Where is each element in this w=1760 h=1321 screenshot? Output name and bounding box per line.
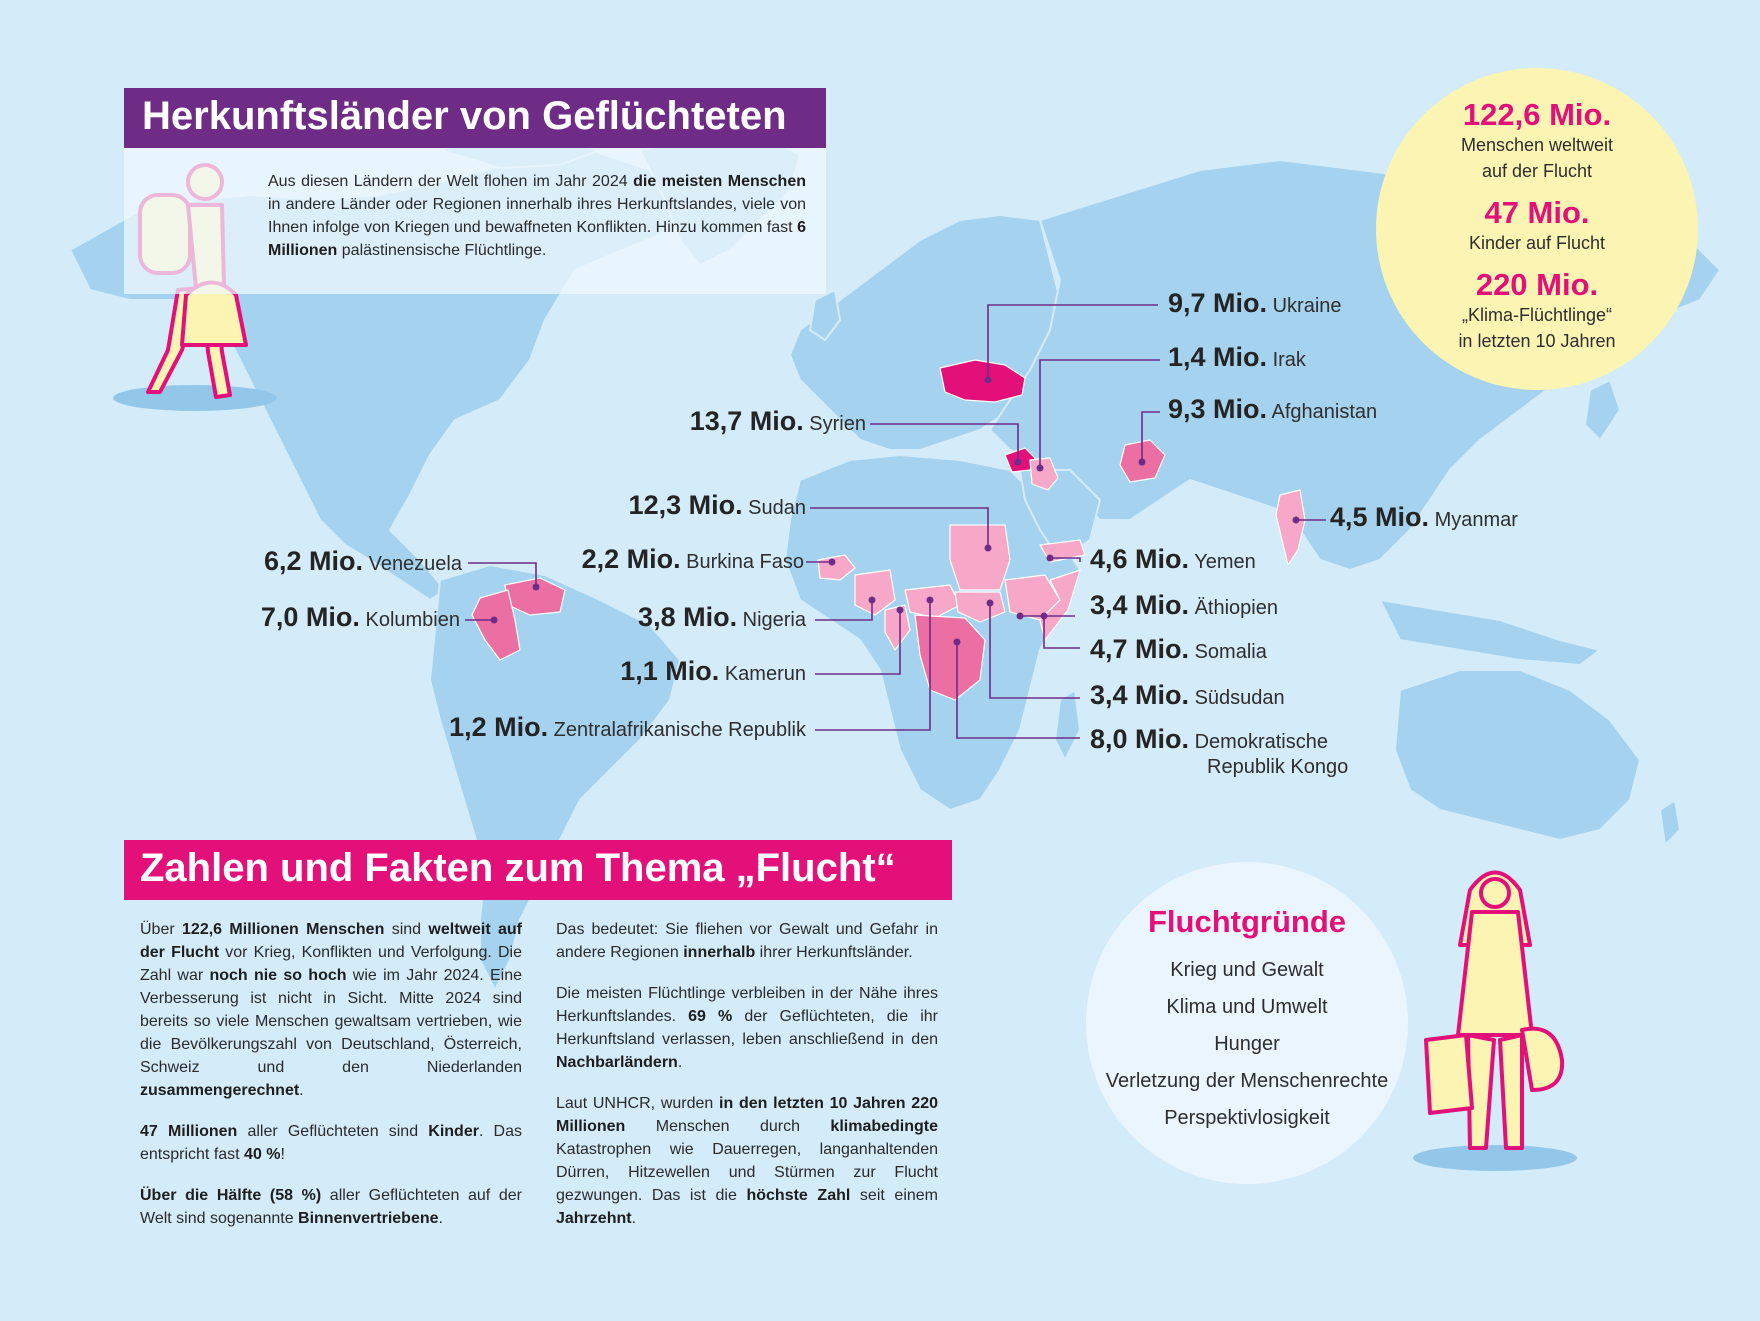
stat-label-climate-1: „Klima-Flüchtlinge“ bbox=[1461, 305, 1613, 325]
label-aethiopien: 3,4 Mio. Äthiopien bbox=[1090, 590, 1278, 620]
facts-paragraph bbox=[140, 1184, 522, 1230]
stats-circle bbox=[1376, 68, 1698, 390]
facts-paragraph bbox=[556, 1092, 938, 1230]
intro-text-segment: in andere Länder oder Regionen innerhalb ihres Herkunftslandes, viele von Ihnen infolge von Kriegen und bewaffneten Konflikten. Hinzu kommen fast bbox=[268, 196, 806, 236]
intro-text-segment: Aus diesen Ländern der Welt flohen im Jahr 2024 bbox=[268, 173, 634, 190]
facts-paragraph bbox=[140, 1120, 522, 1166]
facts-text-segment: Katastrophen wie Dauerregen, langanhaltenden Dürren, Hitzewellen und Stürmen zur Flucht gezwungen. Das ist die bbox=[556, 1141, 938, 1204]
southeast-asia-islands-shape bbox=[1380, 600, 1600, 665]
stat-label-total-2: auf der Flucht bbox=[1481, 161, 1593, 181]
intro-text-segment: die meisten Menschen bbox=[633, 173, 807, 190]
facts-text-segment: . bbox=[299, 1082, 304, 1099]
label-suedsudan: 3,4 Mio. Südsudan bbox=[1090, 680, 1285, 710]
stat-value-total: 122,6 Mio. bbox=[1462, 97, 1612, 132]
facts-column-1 bbox=[140, 918, 522, 1248]
sudan-shape bbox=[950, 525, 1010, 590]
map-title: Herkunftsländer von Geflüchteten bbox=[124, 88, 826, 148]
stat-value-climate: 220 Mio. bbox=[1475, 267, 1599, 302]
facts-text-segment: ihrer Herkunftsländer. bbox=[755, 944, 913, 961]
facts-text-segment: Jahrzehnt bbox=[556, 1210, 632, 1227]
facts-title: Zahlen und Fakten zum Thema „Flucht“ bbox=[124, 840, 952, 900]
facts-text-segment: vor Krieg, Konflikten und Verfolgung. Die Zahl war bbox=[140, 944, 522, 984]
label-burkina-faso: 2,2 Mio. Burkina Faso bbox=[581, 544, 804, 574]
facts-text-segment: . bbox=[677, 1054, 683, 1071]
facts-text-segment: 47 Millionen bbox=[140, 1123, 238, 1140]
label-somalia: 4,7 Mio. Somalia bbox=[1090, 634, 1267, 664]
label-zentralafrikanische-republik: 1,2 Mio. Zentralafrikanische Republik bbox=[449, 712, 806, 742]
reasons-circle bbox=[1086, 862, 1408, 1184]
facts-text-segment: seit einem bbox=[850, 1187, 938, 1204]
facts-text-segment: höchste Zahl bbox=[746, 1187, 851, 1204]
woman-bags-illustration bbox=[1413, 873, 1577, 1172]
australia-shape bbox=[1395, 670, 1640, 840]
facts-text-segment: in den letzten 10 Jahren 220 Millionen bbox=[556, 1095, 939, 1135]
facts-text-segment: . bbox=[438, 1210, 443, 1227]
intro-text-segment: 6 Millionen bbox=[268, 219, 806, 259]
label-kamerun: 1,1 Mio. Kamerun bbox=[620, 656, 806, 686]
stat-label-total-1: Menschen weltweit bbox=[1460, 135, 1614, 155]
stat-label-children: Kinder auf Flucht bbox=[1468, 233, 1606, 253]
facts-text-segment: . Das entspricht fast bbox=[140, 1123, 522, 1163]
facts-text-segment: 40 % bbox=[244, 1146, 281, 1163]
intro-text bbox=[268, 170, 806, 262]
label-irak: 1,4 Mio. Irak bbox=[1168, 342, 1306, 372]
label-ukraine: 9,7 Mio. Ukraine bbox=[1168, 288, 1342, 318]
label-venezuela: 6,2 Mio. Venezuela bbox=[263, 546, 462, 576]
intro-text-segment: palästinensische Flüchtlinge. bbox=[337, 242, 547, 259]
facts-text-segment: sind bbox=[384, 921, 429, 938]
stat-label-climate-2: in letzten 10 Jahren bbox=[1458, 331, 1616, 351]
facts-text-segment: Über die Hälfte (58 %) bbox=[140, 1187, 322, 1204]
facts-text-segment: 122,6 Millionen Menschen bbox=[182, 921, 385, 938]
facts-paragraph bbox=[556, 982, 938, 1074]
reasons-title: Fluchtgründe bbox=[1147, 904, 1347, 939]
madagascar-shape bbox=[1055, 690, 1080, 760]
stat-value-children: 47 Mio. bbox=[1484, 195, 1590, 230]
facts-text-segment: klimabedingte bbox=[830, 1118, 938, 1135]
facts-text-segment: 69 % bbox=[688, 1008, 733, 1025]
facts-paragraph bbox=[140, 918, 522, 1102]
facts-column-2 bbox=[556, 918, 938, 1248]
facts-text-segment: wie im Jahr 2024. Eine Verbesserung ist nicht in Sicht. Mitte 2024 sind bereits so viele Menschen gewaltsam vertrieben, wie die Bevölkerungszahl von Deutschland, Österreich, Schweiz und den Niederlanden bbox=[140, 967, 523, 1076]
reason-item: Krieg und Gewalt bbox=[1170, 959, 1324, 981]
facts-text-segment: noch nie so hoch bbox=[209, 967, 347, 984]
facts-text-segment: Binnenvertriebene bbox=[298, 1210, 439, 1227]
label-afghanistan: 9,3 Mio. Afghanistan bbox=[1168, 394, 1378, 424]
facts-text-segment: ! bbox=[280, 1146, 285, 1163]
facts-text-segment: Kinder bbox=[428, 1123, 479, 1140]
reason-item: Hunger bbox=[1214, 1033, 1280, 1055]
facts-text-segment: . bbox=[631, 1210, 637, 1227]
reason-item: Klima und Umwelt bbox=[1166, 996, 1328, 1018]
label-dr-kongo: 8,0 Mio. Demokratische bbox=[1090, 724, 1328, 754]
facts-paragraph bbox=[556, 918, 938, 964]
facts-text-segment: zusammengerechnet bbox=[140, 1082, 300, 1099]
facts-text-segment: der Geflüchteten, die ihr Herkunftsland verlassen, leben anschließend in den bbox=[556, 1008, 938, 1048]
reason-item: Verletzung der Menschenrechte bbox=[1105, 1070, 1389, 1092]
japan-shape bbox=[1585, 380, 1620, 440]
facts-text-segment: Die meisten Flüchtlinge verbleiben in der Nähe ihres Herkunftslandes. bbox=[556, 985, 938, 1025]
reason-item: Perspektivlosigkeit bbox=[1164, 1107, 1330, 1129]
facts-text-segment: Menschen durch bbox=[625, 1118, 831, 1135]
facts-text-segment: aller Geflüchteten sind bbox=[237, 1123, 429, 1140]
label-sudan: 12,3 Mio. Sudan bbox=[628, 490, 806, 520]
myanmar-shape bbox=[1276, 490, 1305, 565]
facts-text-segment: innerhalb bbox=[683, 944, 756, 961]
label-nigeria: 3,8 Mio. Nigeria bbox=[638, 602, 806, 632]
new-zealand-shape bbox=[1660, 800, 1680, 845]
label-kolumbien: 7,0 Mio. Kolumbien bbox=[260, 602, 460, 632]
label-syrien: 13,7 Mio. Syrien bbox=[689, 406, 866, 436]
label-dr-kongo-line2: Republik Kongo bbox=[1207, 756, 1349, 778]
facts-text-segment: Über bbox=[140, 921, 183, 938]
facts-text-segment: Das bedeutet: Sie fliehen vor Gewalt und Gefahr in andere Regionen bbox=[556, 921, 938, 961]
facts-text-segment: weltweit auf der Flucht bbox=[140, 921, 522, 961]
label-yemen: 4,6 Mio. Yemen bbox=[1090, 544, 1256, 574]
facts-text-segment: Laut UNHCR, wurden bbox=[556, 1095, 720, 1112]
facts-text-segment: Nachbarländern bbox=[556, 1054, 678, 1071]
facts-text-segment: aller Geflüchteten auf der Welt sind sogenannte bbox=[140, 1187, 522, 1227]
label-myanmar: 4,5 Mio. Myanmar bbox=[1330, 502, 1518, 532]
